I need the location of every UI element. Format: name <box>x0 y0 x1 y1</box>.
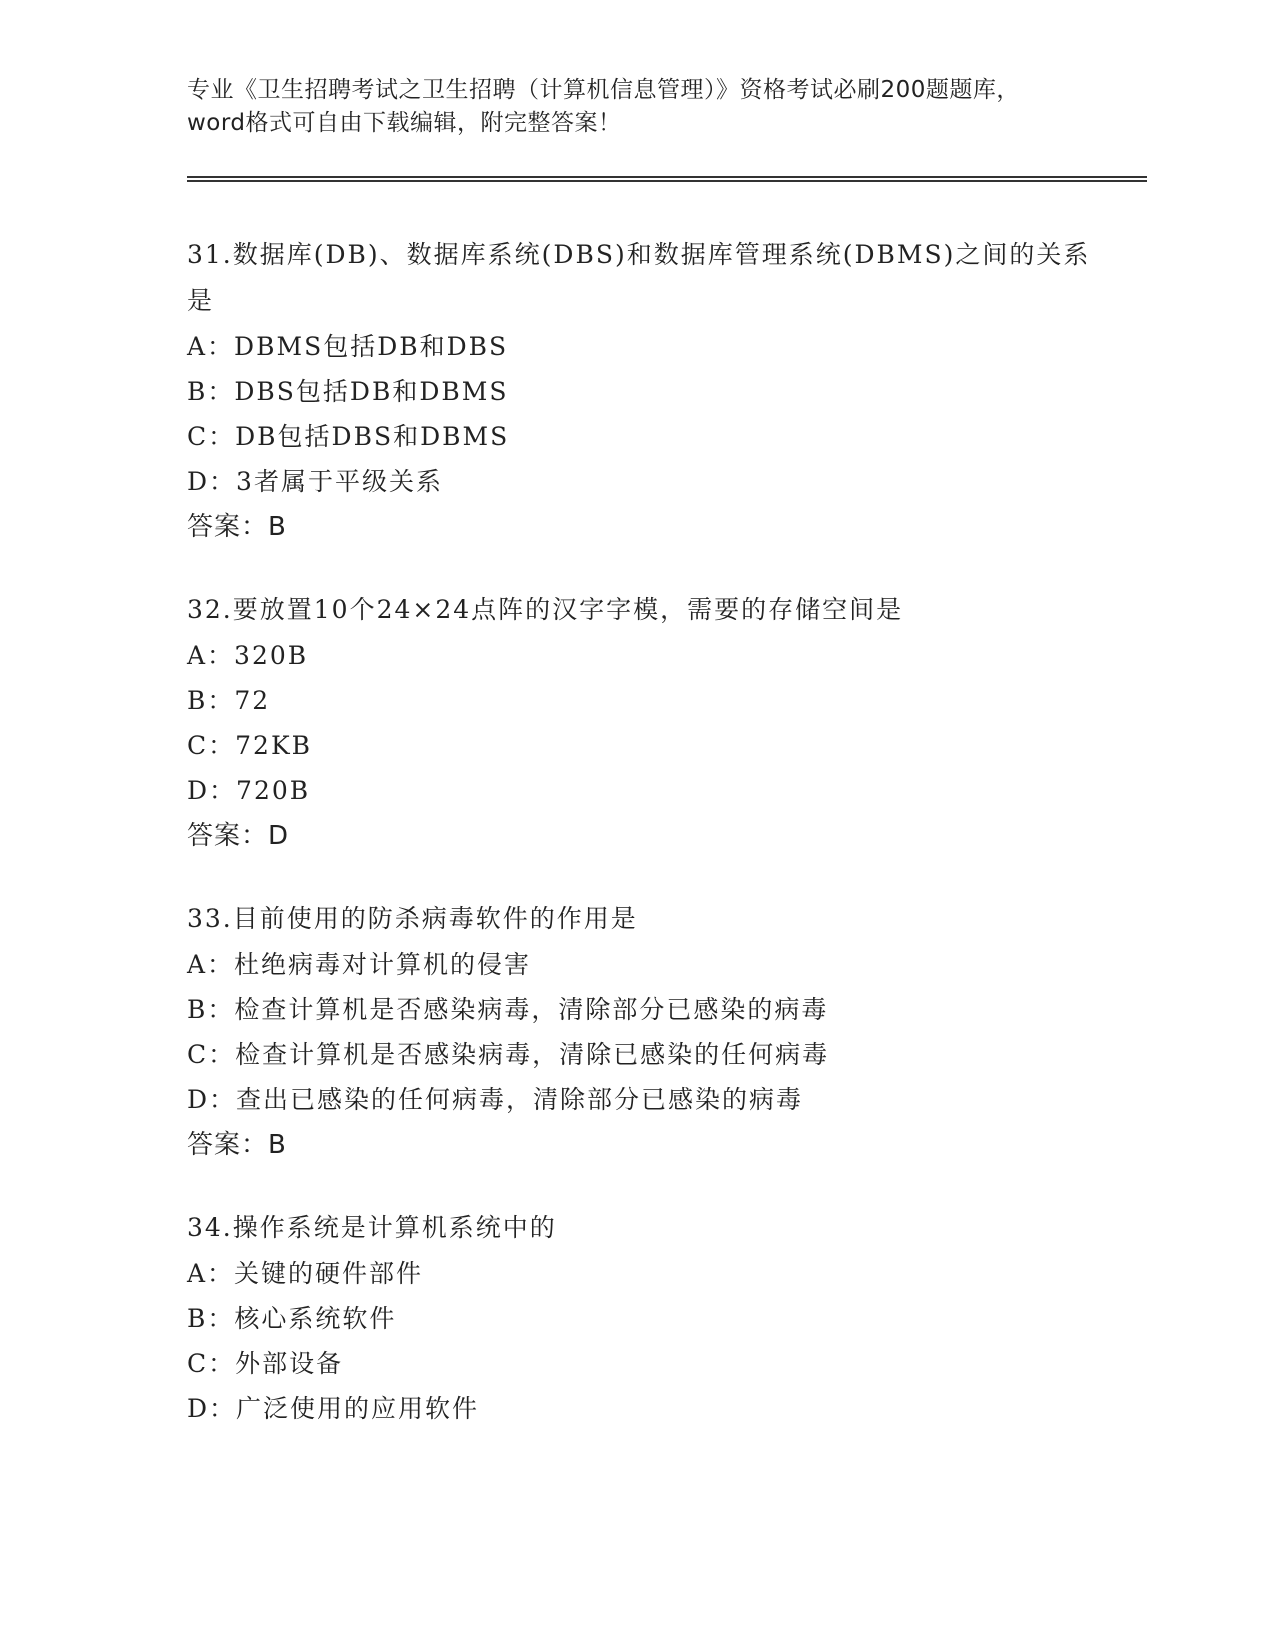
option-a: A：杜绝病毒对计算机的侵害 <box>187 950 532 979</box>
option-a: A：DBMS包括DB和DBS <box>187 332 509 361</box>
option-d: D：广泛使用的应用软件 <box>187 1394 480 1423</box>
question-text: 33.目前使用的防杀病毒软件的作用是 <box>187 904 638 933</box>
option-c: C：外部设备 <box>187 1349 344 1378</box>
header-line-2: word格式可自由下载编辑，附完整答案！ <box>187 110 622 136</box>
question-33 <box>187 896 1107 1168</box>
answer-text: 答案：D <box>187 821 290 851</box>
option-a: A：关键的硬件部件 <box>187 1259 424 1288</box>
question-34 <box>187 1205 1107 1431</box>
option-a: A：320B <box>187 641 309 670</box>
question-text: 32.要放置10个24×24点阵的汉字字模，需要的存储空间是 <box>187 595 904 624</box>
option-d: D：720B <box>187 776 311 805</box>
option-c: C：DB包括DBS和DBMS <box>187 422 510 451</box>
answer-text: 答案：B <box>187 512 287 542</box>
header-double-rule <box>187 176 1147 182</box>
question-32 <box>187 587 1107 859</box>
option-b: B：DBS包括DB和DBMS <box>187 377 509 406</box>
option-b: B：核心系统软件 <box>187 1304 397 1333</box>
question-list <box>187 232 1107 1468</box>
option-c: C：72KB <box>187 731 312 760</box>
document-header <box>187 74 1107 140</box>
option-b: B：72 <box>187 686 271 715</box>
option-c: C：检查计算机是否感染病毒，清除已感染的任何病毒 <box>187 1040 830 1069</box>
document-page <box>187 0 1147 1650</box>
answer-text: 答案：B <box>187 1130 287 1160</box>
question-text: 31.数据库(DB)、数据库系统(DBS)和数据库管理系统(DBMS)之间的关系是 <box>187 240 1091 315</box>
question-31 <box>187 232 1107 550</box>
option-d: D：3者属于平级关系 <box>187 467 443 496</box>
header-line-1: 专业《卫生招聘考试之卫生招聘（计算机信息管理）》资格考试必刷200题题库， <box>187 77 1020 103</box>
option-b: B：检查计算机是否感染病毒，清除部分已感染的病毒 <box>187 995 829 1024</box>
question-text: 34.操作系统是计算机系统中的 <box>187 1213 557 1242</box>
option-d: D：查出已感染的任何病毒，清除部分已感染的病毒 <box>187 1085 804 1114</box>
